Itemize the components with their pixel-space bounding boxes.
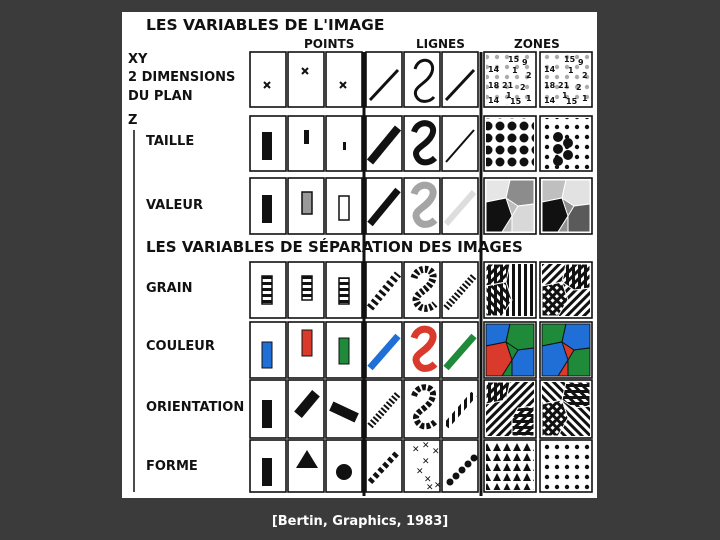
svg-text:✕: ✕	[434, 481, 442, 491]
figure-panel	[122, 12, 597, 498]
svg-text:14: 14	[488, 65, 500, 74]
svg-text:18: 18	[488, 81, 500, 90]
forme-lines	[370, 441, 478, 493]
svg-text:15: 15	[508, 55, 520, 64]
bertin-visual-variables-diagram	[122, 12, 597, 498]
row-label-couleur: COULEUR	[146, 339, 215, 354]
couleur-zone-2	[542, 324, 590, 376]
svg-text:15: 15	[566, 97, 578, 106]
row-label-forme: FORME	[146, 459, 198, 474]
svg-text:1: 1	[506, 91, 512, 100]
svg-text:9: 9	[522, 58, 528, 67]
xy-label-line3: DU PLAN	[128, 89, 193, 104]
svg-text:21: 21	[558, 81, 570, 90]
svg-text:✕: ✕	[432, 447, 440, 457]
row-label-valeur: VALEUR	[146, 198, 203, 213]
svg-text:1: 1	[582, 94, 588, 103]
svg-text:2: 2	[576, 83, 582, 92]
svg-text:1: 1	[526, 94, 532, 103]
svg-text:2: 2	[582, 71, 588, 80]
orientation-zone-2	[542, 382, 590, 436]
svg-text:2: 2	[520, 83, 526, 92]
svg-text:2: 2	[526, 71, 532, 80]
valeur-lines	[370, 185, 474, 224]
xy-label-line2: 2 DIMENSIONS	[128, 70, 236, 85]
title-mid: LES VARIABLES DE SÉPARATION DES IMAGES	[146, 238, 523, 256]
forme-points	[262, 450, 352, 486]
grain-lines	[370, 269, 474, 308]
grain-zone-1	[486, 264, 534, 316]
svg-text:✕: ✕	[424, 475, 432, 485]
orientation-lines	[370, 387, 474, 426]
orientation-points	[262, 390, 359, 428]
valeur-zone-2	[542, 180, 590, 232]
xy-label: XY	[128, 52, 148, 67]
svg-text:9: 9	[578, 58, 584, 67]
svg-text:1: 1	[512, 66, 518, 75]
citation-caption: [Bertin, Graphics, 1983]	[271, 514, 449, 529]
row-label-taille: TAILLE	[146, 134, 195, 149]
couleur-zone-1	[486, 324, 534, 376]
svg-text:14: 14	[544, 96, 556, 105]
taille-points	[262, 130, 346, 160]
svg-text:✕: ✕	[412, 445, 420, 455]
svg-text:14: 14	[544, 65, 556, 74]
xy-zone-1	[486, 54, 534, 106]
svg-text:15: 15	[564, 55, 576, 64]
row-label-orientation: ORIENTATION	[146, 400, 245, 415]
taille-lines	[370, 123, 474, 162]
svg-text:✕: ✕	[426, 483, 434, 493]
svg-text:18: 18	[544, 81, 556, 90]
taille-zone-1	[486, 118, 534, 169]
z-label: Z	[128, 113, 138, 128]
xy-points	[264, 68, 346, 88]
column-header-zones: ZONES	[514, 37, 560, 51]
svg-text:1: 1	[562, 91, 568, 100]
couleur-lines	[370, 329, 474, 368]
valeur-points	[262, 192, 349, 223]
orientation-zone-1	[486, 382, 534, 436]
grain-zone-2	[542, 264, 590, 316]
svg-text:✕: ✕	[416, 467, 424, 477]
valeur-zone-1	[486, 180, 534, 232]
row-label-grain: GRAIN	[146, 281, 193, 296]
forme-zone-1	[486, 442, 534, 490]
svg-text:✕: ✕	[422, 441, 430, 451]
grain-points	[262, 276, 349, 304]
column-header-points: POINTS	[304, 37, 355, 51]
svg-text:21: 21	[502, 81, 514, 90]
couleur-points	[262, 330, 349, 368]
forme-zone-2	[542, 442, 590, 490]
svg-text:15: 15	[510, 97, 522, 106]
title-top: LES VARIABLES DE L'IMAGE	[146, 16, 385, 34]
xy-zone-2	[542, 54, 590, 106]
svg-text:✕: ✕	[422, 457, 430, 467]
svg-text:14: 14	[488, 96, 500, 105]
column-header-lignes: LIGNES	[416, 37, 465, 51]
svg-text:1: 1	[568, 66, 574, 75]
xy-lines	[370, 60, 474, 101]
